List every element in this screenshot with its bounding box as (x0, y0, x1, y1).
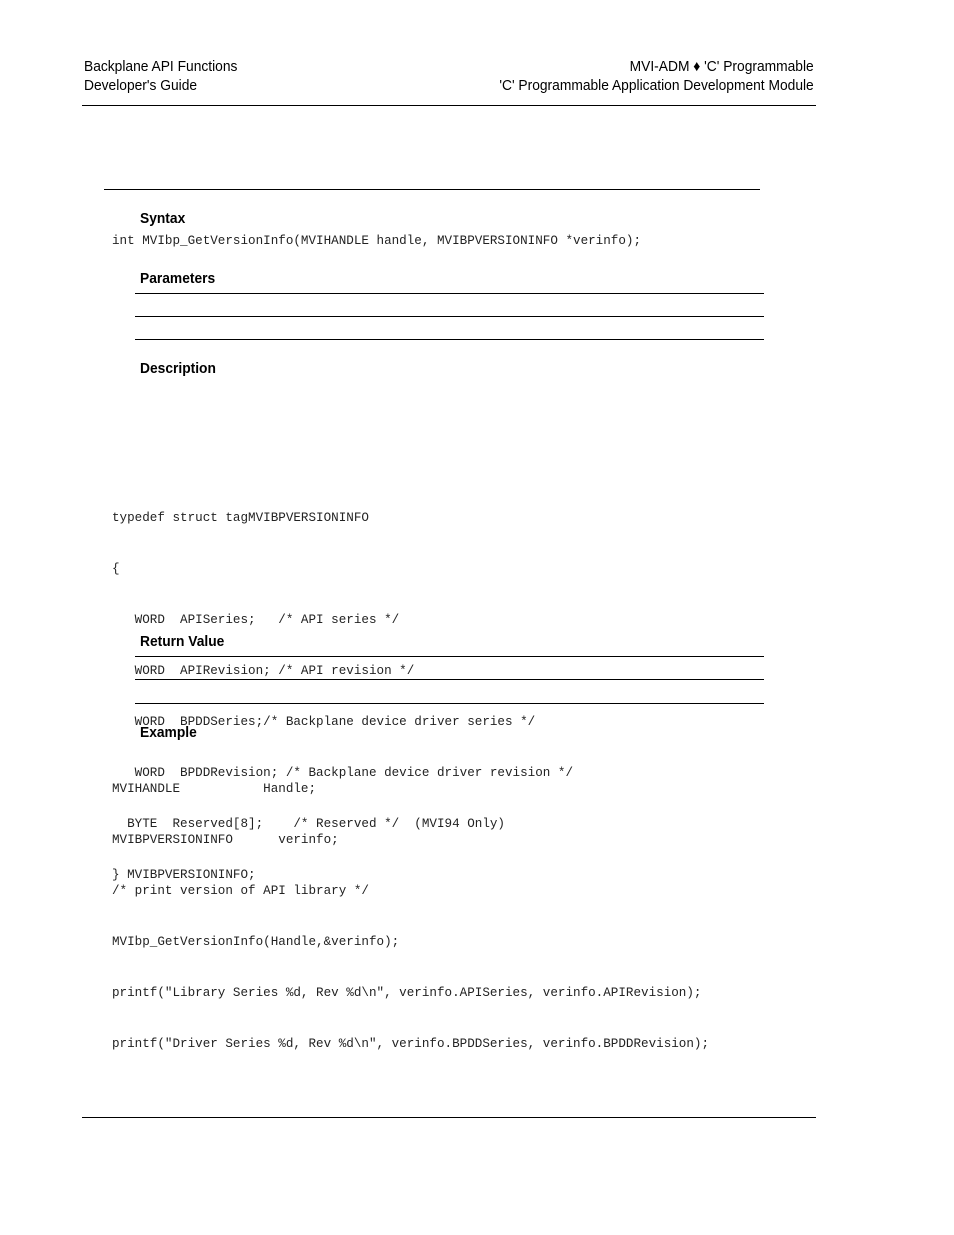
table-rule (135, 679, 764, 680)
example-heading: Example (140, 724, 197, 741)
table-rule (135, 703, 764, 704)
code-line: MVIbp_GetVersionInfo(Handle,&verinfo); (112, 935, 400, 949)
code-line: MVIHANDLE Handle; (112, 782, 317, 796)
code-line: printf("Library Series %d, Rev %d\n", verinfo.APISeries, verinfo.APIRevision); (112, 986, 702, 1000)
code-line: WORD APIRevision; /* API revision */ (112, 664, 415, 678)
code-line: /* print version of API library */ (112, 884, 369, 898)
function-title-rule (104, 189, 760, 190)
header-rule (82, 105, 816, 106)
code-line: } MVIBPVERSIONINFO; (112, 868, 256, 882)
syntax-heading: Syntax (140, 210, 186, 227)
code-line: typedef struct tagMVIBPVERSIONINFO (112, 511, 369, 525)
table-rule (135, 316, 764, 317)
code-line: MVIBPVERSIONINFO verinfo; (112, 833, 339, 847)
table-rule (135, 293, 764, 294)
code-line: WORD BPDDSeries;/* Backplane device driver series */ (112, 715, 536, 729)
code-line: printf("Driver Series %d, Rev %d\n", verinfo.BPDDSeries, verinfo.BPDDRevision); (112, 1037, 710, 1051)
table-rule (135, 656, 764, 657)
page-header-right (500, 57, 814, 95)
code-line: { (112, 562, 120, 576)
code-line: WORD APISeries; /* API series */ (112, 613, 400, 627)
return-value-heading: Return Value (140, 633, 225, 650)
header-section-title: Backplane API Functions (84, 58, 238, 75)
header-product-subtitle: 'C' Programmable Application Development Module (499, 77, 814, 94)
example-code-block (112, 747, 709, 1070)
code-line: WORD BPDDRevision; /* Backplane device driver revision */ (112, 766, 574, 780)
parameters-heading: Parameters (140, 270, 216, 287)
page-header-left (84, 57, 237, 95)
code-line: BYTE Reserved[8]; /* Reserved */ (MVI94 Only) (112, 817, 505, 831)
description-heading: Description (140, 360, 216, 377)
header-product-title: MVI-ADM ♦ 'C' Programmable (629, 58, 814, 75)
syntax-code: int MVIbp_GetVersionInfo(MVIHANDLE handle, MVIBPVERSIONINFO *verinfo); (112, 234, 642, 248)
header-guide-title: Developer's Guide (84, 77, 198, 94)
table-rule (135, 339, 764, 340)
footer-rule (82, 1117, 816, 1118)
